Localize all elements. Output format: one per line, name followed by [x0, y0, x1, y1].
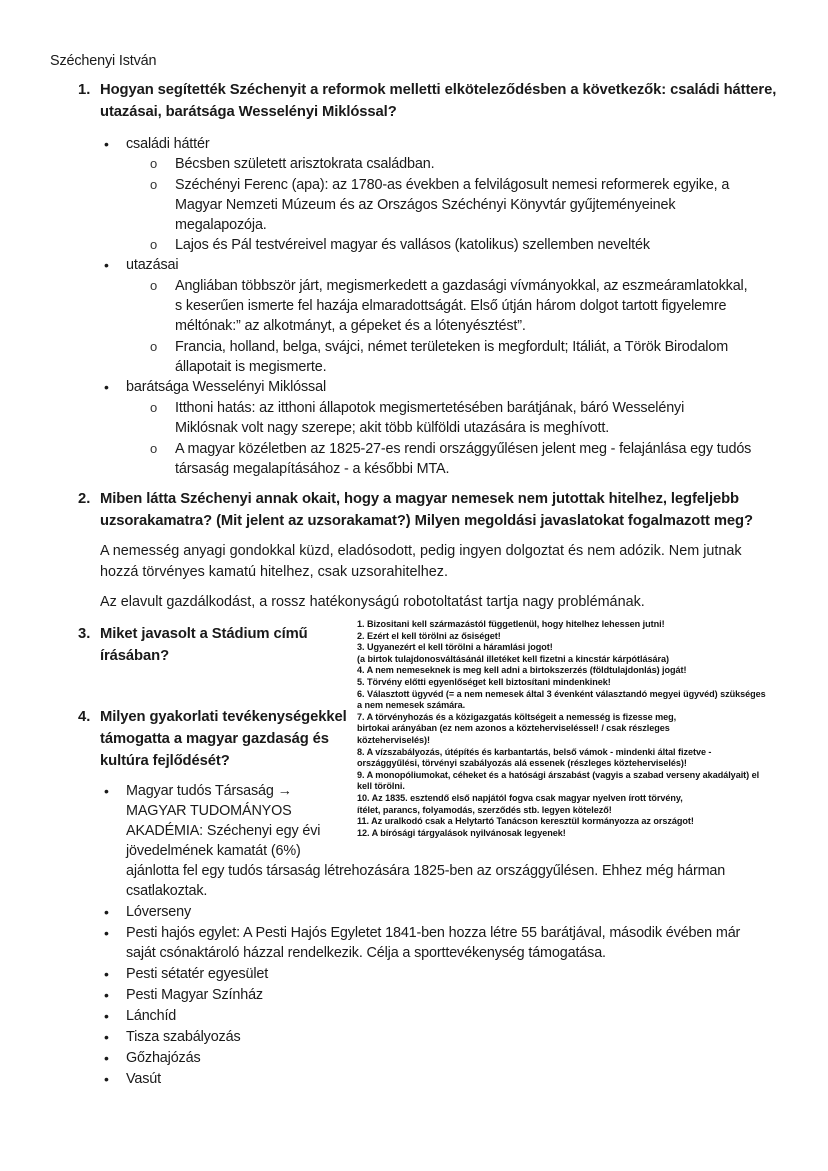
sub-bullet-icon: o: [150, 177, 158, 192]
bullet-text: Lóverseny: [126, 904, 192, 920]
answer-paragraph: Az elavult gazdálkodást, a rossz hatékonyságú robotoltatást tartja nagy problémának.: [100, 594, 645, 610]
bullet-icon: •: [104, 1071, 109, 1087]
bullet-icon: •: [104, 1050, 109, 1066]
bullet-text: Pesti sétatér egyesület: [126, 966, 269, 982]
stadium-line: 1. Bizositani kell származástól függetlenül, hogy hitelhez lehessen jutni!: [357, 619, 665, 629]
bullet-icon: •: [104, 904, 109, 920]
bullet-icon: •: [104, 136, 109, 152]
bullet-icon: •: [104, 925, 109, 941]
question-number: 4.: [78, 709, 91, 725]
sub-bullet-icon: o: [150, 339, 158, 354]
stadium-line: 11. Az uralkodó csak a Helytartó Tanácson keresztül kormányozza az országot!: [357, 816, 694, 827]
stadium-line: 3. Ugyanezért el kell törölni a háramlási jogot!: [357, 642, 553, 653]
answer-paragraph: hozzá törvényes kamatú hitelhez, csak uzsorahitelhez.: [100, 564, 448, 580]
stadium-line: ítélet, parancs, folyamodás, szerződés stb. legyen kötelező!: [357, 804, 612, 815]
question-text-line: Hogyan segítették Széchenyit a reformok melletti elköteleződésben a következők: családi háttere,: [100, 82, 777, 98]
bullet-text: Gőzhajózás: [126, 1050, 201, 1066]
question-text-line: Miben látta Széchenyi annak okait, hogy a magyar nemesek nem jutottak hitelhez, legfeljebb: [100, 491, 739, 507]
question-text-line: Miket javasolt a Stádium című: [100, 626, 308, 642]
sub-bullet-text: méltónak:” az alkotmányt, a gépeket és a lótenyésztést”.: [175, 318, 526, 334]
stadium-line: 2. Ezért el kell törölni az ősiséget!: [357, 630, 501, 641]
answer-paragraph: A nemesség anyagi gondokkal küzd, eladósodott, pedig ingyen dolgoztat és nem adózik. Nem jutnak: [100, 543, 742, 559]
bullet-text: Tisza szabályozás: [126, 1029, 241, 1045]
bullet-icon: •: [104, 783, 109, 799]
bullet-text: AKADÉMIA: Széchenyi egy évi: [126, 823, 321, 839]
stadium-line: 6. Választott ügyvéd (= a nem nemesek által 3 évenként választandó megyei ügyvéd) szükséges: [357, 688, 766, 699]
question-text-line: írásában?: [100, 648, 170, 664]
stadium-line: országgyűlési, törvényi szabályozás alá essenek (részleges közteherviselés)!: [357, 758, 687, 769]
sub-bullet-text: Széchényi Ferenc (apa): az 1780-as években a felvilágosult nemesi reformerek egyike, a: [175, 177, 730, 193]
question-number: 2.: [78, 491, 91, 507]
stadium-line: 5. Törvény előtti egyenlőséget kell biztosítani mindenkinek!: [357, 676, 611, 687]
sub-bullet-icon: o: [150, 156, 158, 171]
bullet-text: csatlakoztak.: [126, 883, 208, 899]
question-text-line: kultúra fejlődését?: [100, 753, 230, 769]
bullet-text: jövedelmének kamatát (6%): [126, 843, 301, 859]
sub-bullet-text: Angliában többször járt, megismerkedett a gazdasági vívmányokkal, az eszmeáramlatokkal,: [175, 278, 748, 294]
stadium-line: 4. A nem nemeseknek is meg kell adni a birtokszerzés (földtulajdonlás) jogát!: [357, 665, 687, 676]
bullet-label: családi háttér: [126, 136, 210, 152]
stadium-line: 10. Az 1835. esztendő első napjától fogva csak magyar nyelven írott törvény,: [357, 792, 683, 803]
sub-bullet-text: megalapozója.: [175, 217, 267, 233]
bullet-icon: •: [104, 379, 109, 395]
sub-bullet-text: Itthoni hatás: az itthoni állapotok megismertetésében barátjának, báró Wesselényi: [175, 400, 685, 416]
stadium-line: közteherviselés)!: [357, 734, 430, 745]
sub-bullet-text: s keserűen ismerte fel hazája elmaradottságát. Első útján három dolgot tartott figyelemre: [175, 298, 727, 314]
bullet-icon: •: [104, 966, 109, 982]
bullet-text: Magyar tudós Társaság →: [126, 783, 292, 799]
sub-bullet-text: Lajos és Pál testvéreivel magyar és vallásos (katolikus) szellemben nevelték: [175, 237, 650, 253]
sub-bullet-text: A magyar közéletben az 1825-27-es rendi országgyűlésen jelent meg - felajánlása egy tudós: [175, 441, 752, 457]
question-number: 1.: [78, 82, 91, 98]
question-text-line: uzsorakamatra? (Mit jelent az uzsorakamat?) Milyen megoldási javaslatokat fogalmazott meg?: [100, 513, 753, 529]
stadium-line: 12. A bírósági tárgyalások nyilvánosak legyenek!: [357, 827, 566, 838]
bullet-text: MAGYAR TUDOMÁNYOS: [126, 803, 292, 819]
question-text-line: támogatta a magyar gazdaság és: [100, 731, 329, 747]
bullet-text: Lánchíd: [126, 1008, 177, 1024]
question-text-line: Milyen gyakorlati tevékenységekkel: [100, 709, 347, 725]
bullet-label: utazásai: [126, 257, 179, 273]
bullet-text: Pesti Magyar Színház: [126, 987, 263, 1003]
sub-bullet-text: Magyar Nemzeti Múzeum és az Országos Széchényi Könyvtár gyűjteményeinek: [175, 197, 676, 213]
bullet-label: barátsága Wesselényi Miklóssal: [126, 379, 326, 395]
question-number: 3.: [78, 626, 91, 642]
bullet-icon: •: [104, 1029, 109, 1045]
bullet-text: ajánlotta fel egy tudós társaság létrehozására 1825-ben az országgyűlésen. Ehhez még hárman: [126, 863, 726, 879]
sub-bullet-icon: o: [150, 237, 158, 252]
bullet-text: Pesti hajós egylet: A Pesti Hajós Egyletet 1841-ben hozza létre 55 barátjával, második évében már: [126, 925, 741, 941]
sub-bullet-text: Miklósnak volt nagy szerepe; akit több külföldi utazására is meghívott.: [175, 420, 610, 436]
stadium-line: a nem nemesek számára.: [357, 700, 466, 711]
page-title: Széchenyi István: [50, 53, 157, 69]
sub-bullet-icon: o: [150, 278, 158, 293]
sub-bullet-text: társaság megalapításához - a későbbi MTA.: [175, 461, 450, 477]
stadium-line: 7. A törvényhozás és a közigazgatás költségeit a nemesség is fizesse meg,: [357, 711, 677, 722]
bullet-text: Vasút: [126, 1071, 161, 1087]
sub-bullet-text: Bécsben született arisztokrata családban.: [175, 156, 435, 172]
sub-bullet-text: állapotait is megismerte.: [175, 359, 327, 375]
stadium-line: birtokai arányában (ez nem azonos a közteherviseléssel! / csak részleges: [357, 723, 670, 734]
bullet-icon: •: [104, 987, 109, 1003]
bullet-text: saját csónaktároló házzal rendelkezik. Célja a sporttevékenység támogatása.: [126, 945, 606, 961]
sub-bullet-icon: o: [150, 400, 158, 415]
bullet-icon: •: [104, 1008, 109, 1024]
stadium-line: 9. A monopóliumokat, céheket és a hatósági árszabást (vagyis a szabad verseny akadályait) el: [357, 769, 760, 780]
bullet-icon: •: [104, 257, 109, 273]
stadium-line: kell törölni.: [357, 781, 405, 792]
stadium-proposals-image: [357, 619, 819, 859]
sub-bullet-icon: o: [150, 441, 158, 456]
sub-bullet-text: Francia, holland, belga, svájci, német területeken is megfordult; Itáliát, a Török Birodalom: [175, 339, 729, 355]
stadium-line: 8. A vízszabályozás, útépítés és karbantartás, belső vámok - mindenki által fizetve -: [357, 746, 712, 757]
question-text-line: utazásai, barátsága Wesselényi Miklóssal?: [100, 104, 397, 120]
stadium-line: (a birtok tulajdonosváltásánál illetéket kell fizetni a kincstár kárpótlására): [357, 653, 669, 664]
